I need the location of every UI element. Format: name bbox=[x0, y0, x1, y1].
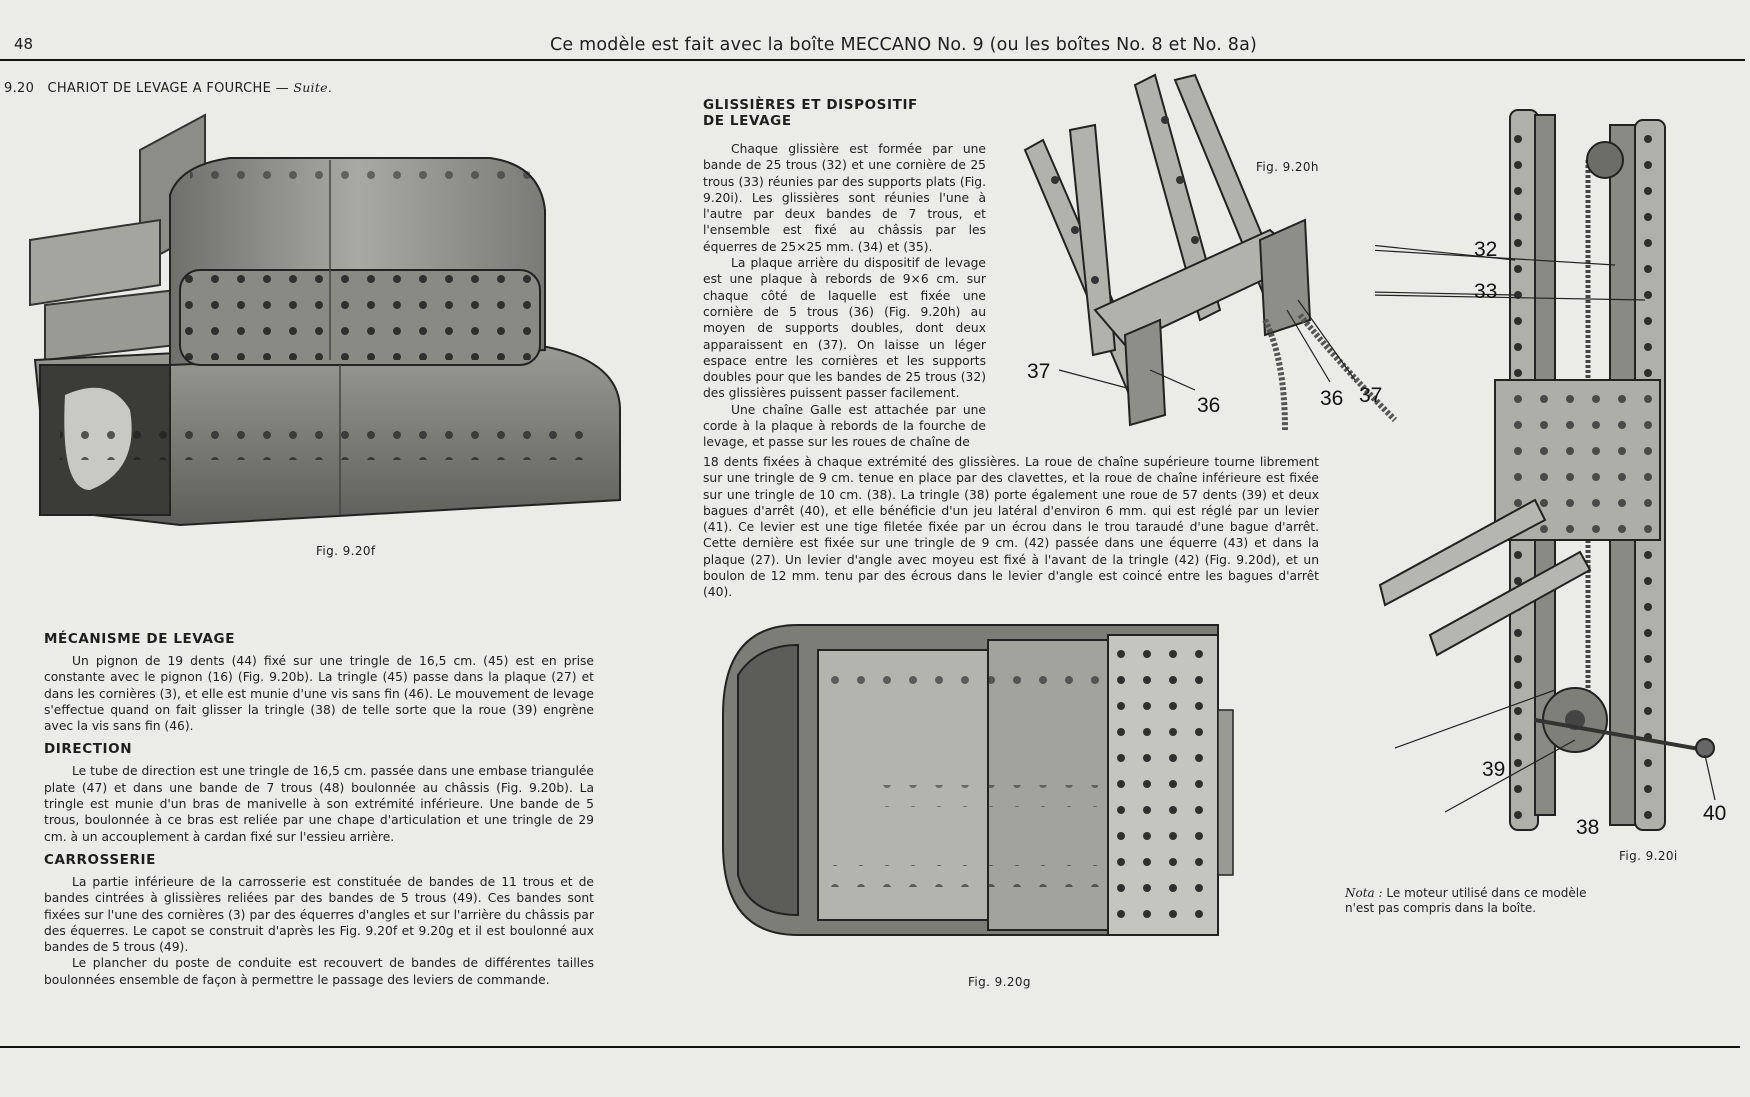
fig-9-20g-caption: Fig. 9.20g bbox=[968, 975, 1031, 989]
carrosserie-heading: CARROSSERIE bbox=[44, 851, 156, 868]
fig-9-20h-caption: Fig. 9.20h bbox=[1256, 160, 1319, 174]
fig-9-20i-illustration bbox=[1375, 100, 1730, 845]
glissieres-column bbox=[703, 97, 986, 451]
fig-9-20g-illustration bbox=[718, 615, 1238, 950]
left-text-column bbox=[44, 631, 594, 988]
section-name: CHARIOT DE LEVAGE A FOURCHE — bbox=[47, 81, 289, 96]
fig-i-label-33: 33 bbox=[1474, 280, 1498, 302]
fig-i-label-38: 38 bbox=[1576, 816, 1600, 839]
carrosserie-paragraph-1: La partie inférieure de la carrosserie est constituée de bandes de 11 trous et de bandes cintrées à glissières reliées par des bandes de 5 trous (49). Ces bandes sont fixées sur l'une des cornières (3) par des équerres d'angles et sur l'arrière du châssis par des équerres. Le capot se construit d'après les Fig. 9.20f et 9.20g et il est boulonné aux bandes de 5 trous (49). bbox=[44, 874, 594, 955]
fig-h-label-36-right: 36 bbox=[1320, 387, 1344, 410]
glissieres-paragraph-3b: 18 dents fixées à chaque extrémité des glissières. La roue de chaîne supérieure tourne librement sur une tringle de 9 cm. tenue en place par des clavettes, et la roue de chaîne inférieure est fixée sur une tringle de 10 cm. (38). La tringle (38) porte également une roue de 57 dents (39) et deux bagues d'arrêt (40), et elle bénéficie d'un jeu latéral d'environ 6 mm. qui est réglé par un levier (41). Ce levier est une tige filetée fixée par un écrou dans le trou taraudé d'une bague d'arrêt. Cette dernière est fixée sur une tringle de 9 cm. (42) passée dans une équerre (43) et dans la plaque (27). Un levier d'angle avec moyeu est fixé à l'avant de la tringle (42) (Fig. 9.20d), et un boulon de 12 mm. tenu par des écrous dans le levier d'angle est coincé entre les bagues d'arrêt (40). bbox=[703, 455, 1319, 600]
mecanisme-paragraph: Un pignon de 19 dents (44) fixé sur une tringle de 16,5 cm. (45) est en prise constante avec le pignon (16) (Fig. 9.20b). La tringle (45) passe dans la plaque (27) et dans les cornières (3), et elle est munie d'une vis sans fin (46). Le mouvement de levage s'effectue quand on fait glisser la tringle (38) de telle sorte que la roue (39) engrène avec la vis sans fin (46). bbox=[44, 654, 594, 734]
direction-paragraph: Le tube de direction est une tringle de 16,5 cm. passée dans une embase triangulée plate (47) et dans une bande de 7 trous (48) boulonnée au châssis (Fig. 9.20b). La tringle est munie d'un bras de manivelle à son extrémité inférieure. Une bande de 5 trous, boulonnée à ce bras est reliée par une chape d'articulation et une tringle de 29 cm. à un accouplement à cardan fixé sur l'essieu arrière. bbox=[44, 764, 594, 844]
fig-h-label-37-left: 37 bbox=[1027, 360, 1051, 383]
carrosserie-paragraph-2: Le plancher du poste de conduite est recouvert de bandes de différentes tailles boulonnées ensemble de façon à permettre le passage des leviers de commande. bbox=[44, 956, 594, 987]
glissieres-paragraph-1: Chaque glissière est formée par une bande de 25 trous (32) et une cornière de 25 trous (33) réunies par des supports plats (Fig. 9.20i). Les glissières sont réunies l'une à l'autre par deux bandes de 7 trous, et l'ensemble est fixé au châssis par les équerres de 25×25 mm. (34) et (35). bbox=[703, 142, 986, 254]
fig-i-lower-labels bbox=[1470, 750, 1730, 840]
nota-label: Nota : bbox=[1345, 886, 1383, 900]
section-suite: Suite. bbox=[293, 80, 333, 95]
direction-heading: DIRECTION bbox=[44, 741, 133, 758]
page-number: 48 bbox=[14, 35, 34, 53]
fig-i-label-39: 39 bbox=[1482, 758, 1506, 781]
mecanisme-heading: MÉCANISME DE LEVAGE bbox=[44, 631, 236, 647]
footer-rule bbox=[0, 1046, 1740, 1048]
glissieres-paragraph-3a: Une chaîne Galle est attachée par une corde à la plaque à rebords de la fourche de levage, et passe sur les roues de chaîne de bbox=[703, 402, 986, 450]
section-number: 9.20 bbox=[4, 81, 35, 96]
fig-9-20f-caption: Fig. 9.20f bbox=[316, 544, 376, 558]
fig-i-label-32: 32 bbox=[1474, 238, 1498, 261]
fig-9-20f-illustration bbox=[20, 110, 630, 530]
nota-text: Le moteur utilisé dans ce modèle n'est pas compris dans la boîte. bbox=[1345, 886, 1587, 915]
glissieres-paragraph-2: La plaque arrière du dispositif de levage est une plaque à rebords de 9×6 cm. sur chaque côté de laquelle est fixée une cornière de 5 trous (36) (Fig. 9.20h) au moyen de supports doubles, dont deux apparaissent en (37). On laisse un léger espace entre les cornières et les supports doubles pour que les bandes de 25 trous (32) des glissières puissent passer facilement. bbox=[703, 256, 986, 401]
glissieres-heading: GLISSIÈRES ET DISPOSITIF DE LEVAGE bbox=[703, 97, 918, 129]
fig-i-label-40: 40 bbox=[1703, 802, 1727, 825]
header-rule bbox=[0, 59, 1745, 61]
fig-9-20i-caption: Fig. 9.20i bbox=[1619, 849, 1678, 863]
fig-h-label-37-right: 37 bbox=[1359, 384, 1383, 407]
fig-h-label-36-left: 36 bbox=[1197, 394, 1221, 417]
nota-note bbox=[1345, 886, 1605, 916]
fig-i-upper-labels bbox=[1470, 232, 1520, 302]
section-title bbox=[4, 80, 332, 96]
page-header-title: Ce modèle est fait avec la boîte MECCANO No. 9 (ou les boîtes No. 8 et No. 8a) bbox=[550, 35, 1258, 55]
